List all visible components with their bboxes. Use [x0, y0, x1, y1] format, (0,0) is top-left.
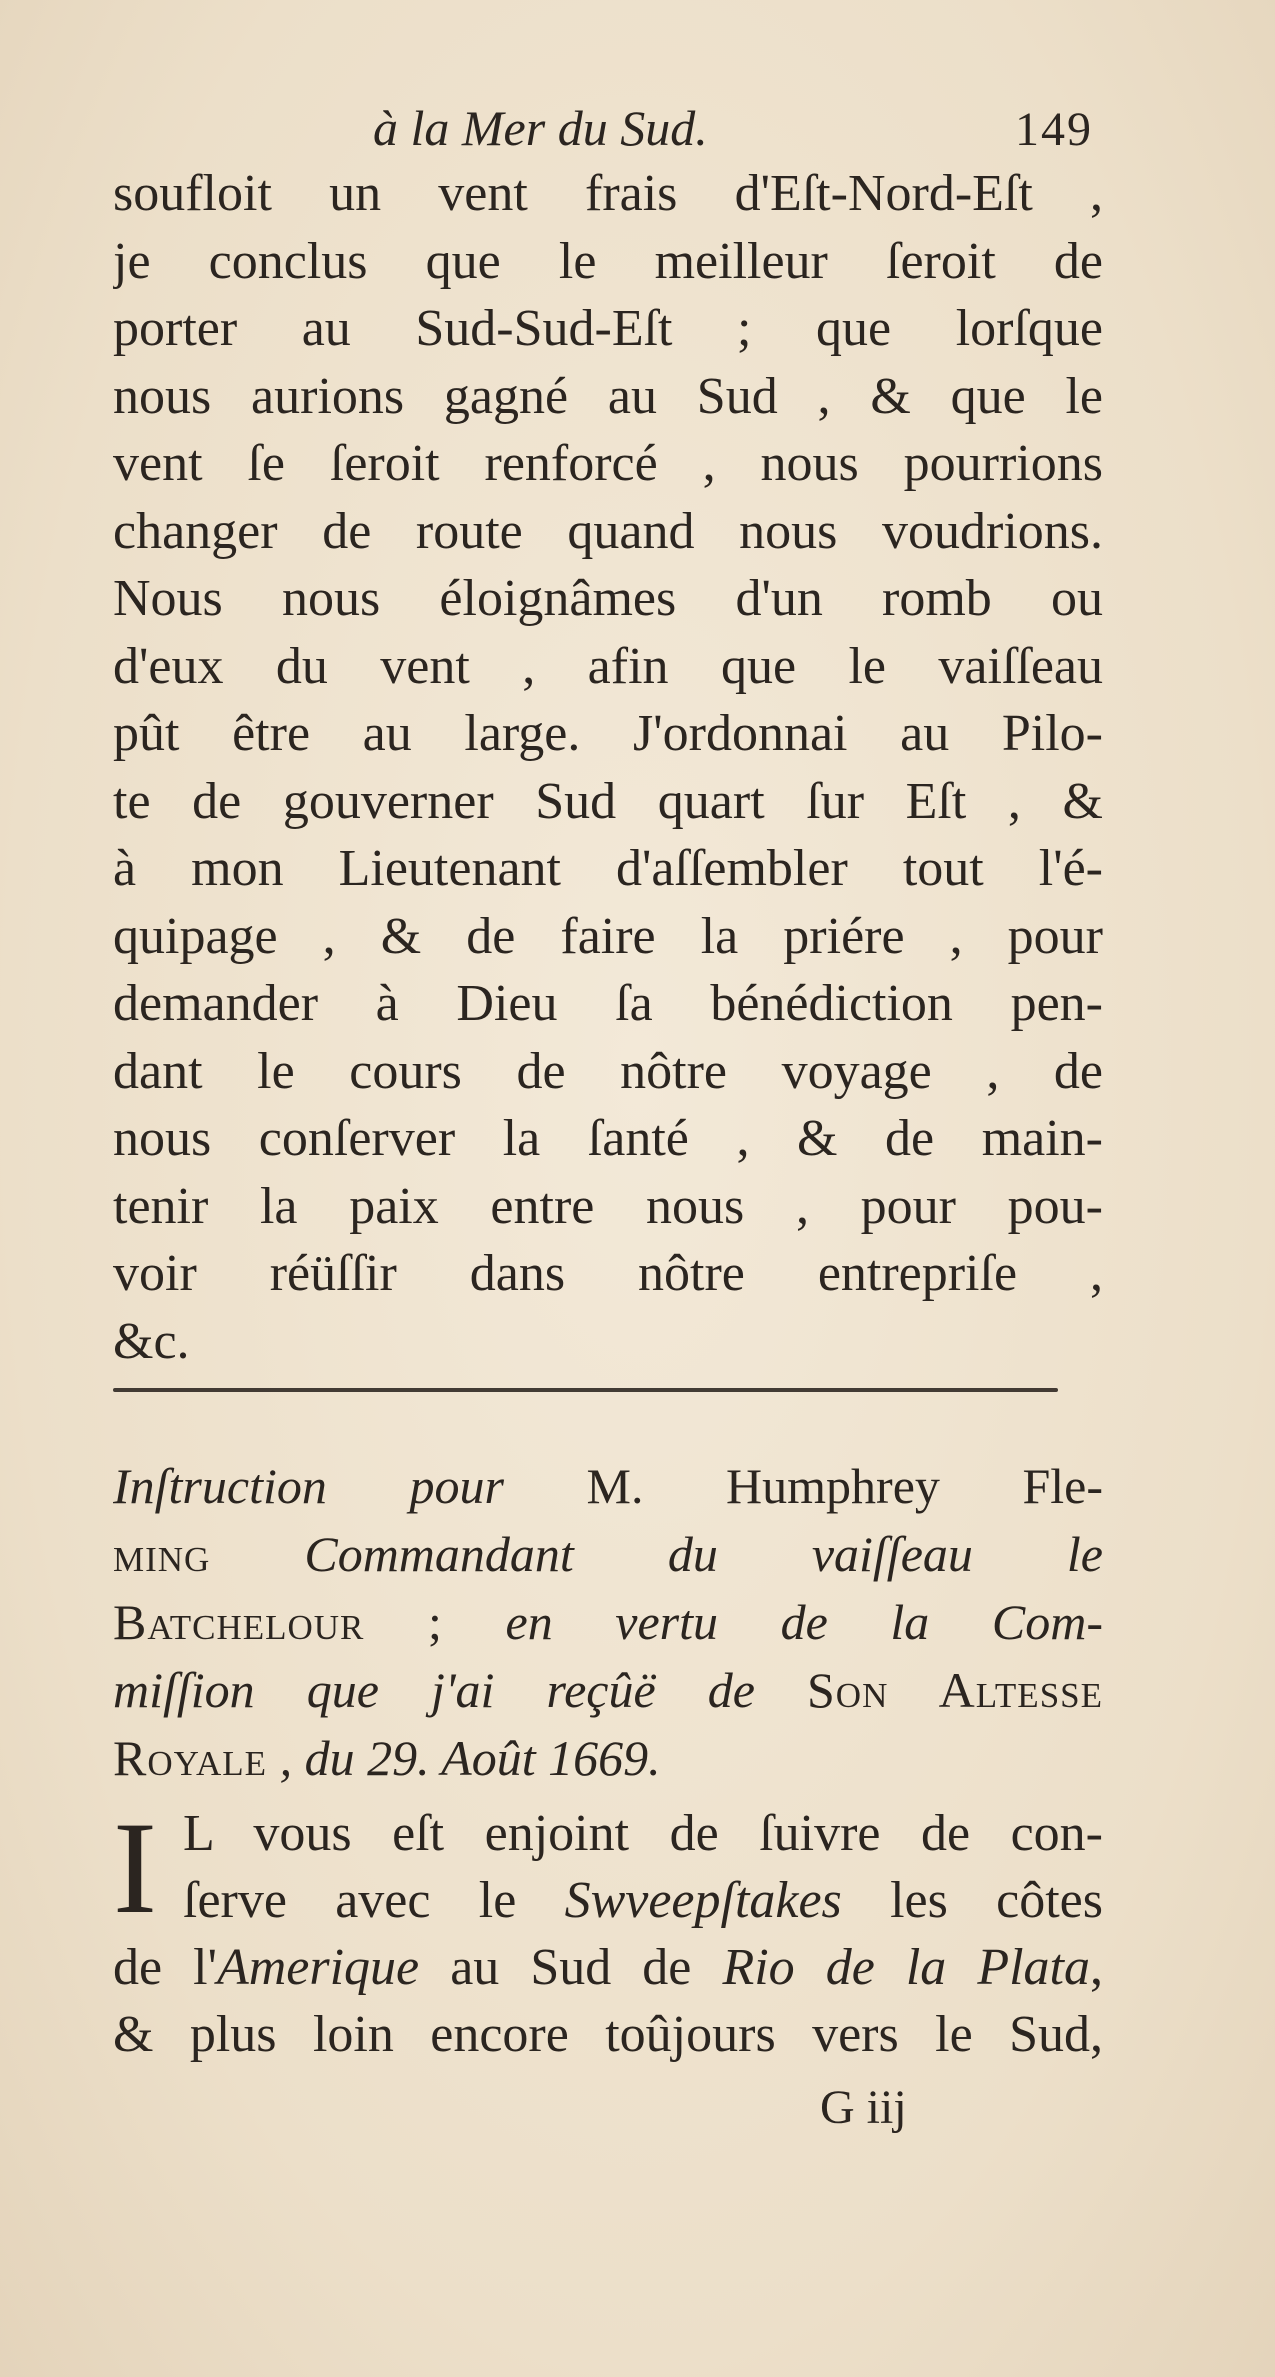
text-run: , — [1090, 1939, 1103, 1996]
text-run: de l' — [113, 1939, 217, 1996]
heading-line — [113, 1724, 1103, 1792]
text-line: vent ſe ſeroit renforcé , nous pourrions — [113, 435, 1103, 492]
heading-line — [113, 1656, 1103, 1724]
running-title: à la Mer du Sud. — [373, 100, 708, 156]
text-run: ſerve avec le — [183, 1872, 517, 1929]
heading-italic: miſſion que j'ai reçûë de — [113, 1662, 755, 1718]
heading-name: ming — [113, 1526, 211, 1582]
instruction-heading — [113, 1452, 1103, 1792]
text-line: quipage , & de faire la priére , pour — [113, 907, 1103, 965]
signature-mark: G iij — [820, 2081, 907, 2134]
page-number: 149 — [1015, 103, 1093, 156]
ship-name: Batchelour ; — [113, 1594, 443, 1650]
text-line — [113, 1934, 1103, 2001]
text-line — [113, 1867, 1103, 1934]
text-line: L vous eſt enjoint de ſuivre de con- — [183, 1805, 1103, 1862]
text-line: porter au Sud-Sud-Eſt ; que lorſque — [113, 300, 1103, 357]
ship-name-italic: Swveepſtakes — [564, 1872, 842, 1929]
text-line: d'eux du vent , afin que le vaiſſeau — [113, 637, 1103, 695]
place-name-italic: Rio de la Plata — [722, 1939, 1090, 1996]
text-line: changer de route quand nous voudrions. — [113, 502, 1103, 560]
drop-capital: I — [113, 1808, 157, 1933]
text-line: nous aurions gagné au Sud , & que le — [113, 367, 1103, 425]
text-line: tenir la paix entre nous , pour pou- — [113, 1177, 1103, 1235]
text-line: demander à Dieu ſa bénédiction pen- — [113, 975, 1103, 1032]
heading-date: , du 29. Août 1669. — [279, 1730, 661, 1786]
text-line: pût être au large. J'ordonnai au Pilo- — [113, 705, 1103, 762]
paragraph-2 — [113, 1800, 1103, 2068]
text-line: je conclus que le meilleur ſeroit de — [113, 232, 1103, 290]
text-run: les côtes — [890, 1872, 1103, 1929]
title-small-caps: Son Altesse — [807, 1662, 1103, 1718]
text-line: &c. — [113, 1312, 190, 1370]
page-header — [113, 98, 1103, 158]
heading-italic: en vertu de la Com- — [505, 1594, 1103, 1650]
paragraph-1 — [113, 160, 1103, 1375]
text-line: dant le cours de nôtre voyage , de — [113, 1042, 1103, 1100]
text-line: nous conſerver la ſanté , & de main- — [113, 1110, 1103, 1167]
title-small-caps: Royale — [113, 1730, 268, 1786]
text-line: & plus loin encore toûjours vers le Sud, — [113, 2006, 1103, 2063]
text-line: te de gouverner Sud quart ſur Eſt , & — [113, 772, 1103, 830]
heading-line — [113, 1452, 1103, 1520]
heading-italic: Inſtruction pour — [113, 1458, 504, 1514]
heading-line — [113, 1588, 1103, 1656]
text-line: Nous nous éloignâmes d'un romb ou — [113, 570, 1103, 627]
section-divider — [113, 1388, 1058, 1392]
heading-italic: Commandant du vaiſſeau le — [304, 1526, 1103, 1582]
heading-name: M. Humphrey Fle- — [586, 1458, 1103, 1514]
text-line: soufloit un vent frais d'Eſt-Nord-Eſt , — [113, 165, 1103, 222]
text-line: à mon Lieutenant d'aſſembler tout l'é- — [113, 840, 1103, 897]
heading-line — [113, 1520, 1103, 1588]
text-run: au Sud de — [450, 1939, 692, 1996]
place-name-italic: Amerique — [216, 1939, 420, 1996]
text-line: voir réüſſir dans nôtre entrepriſe , — [113, 1245, 1103, 1302]
